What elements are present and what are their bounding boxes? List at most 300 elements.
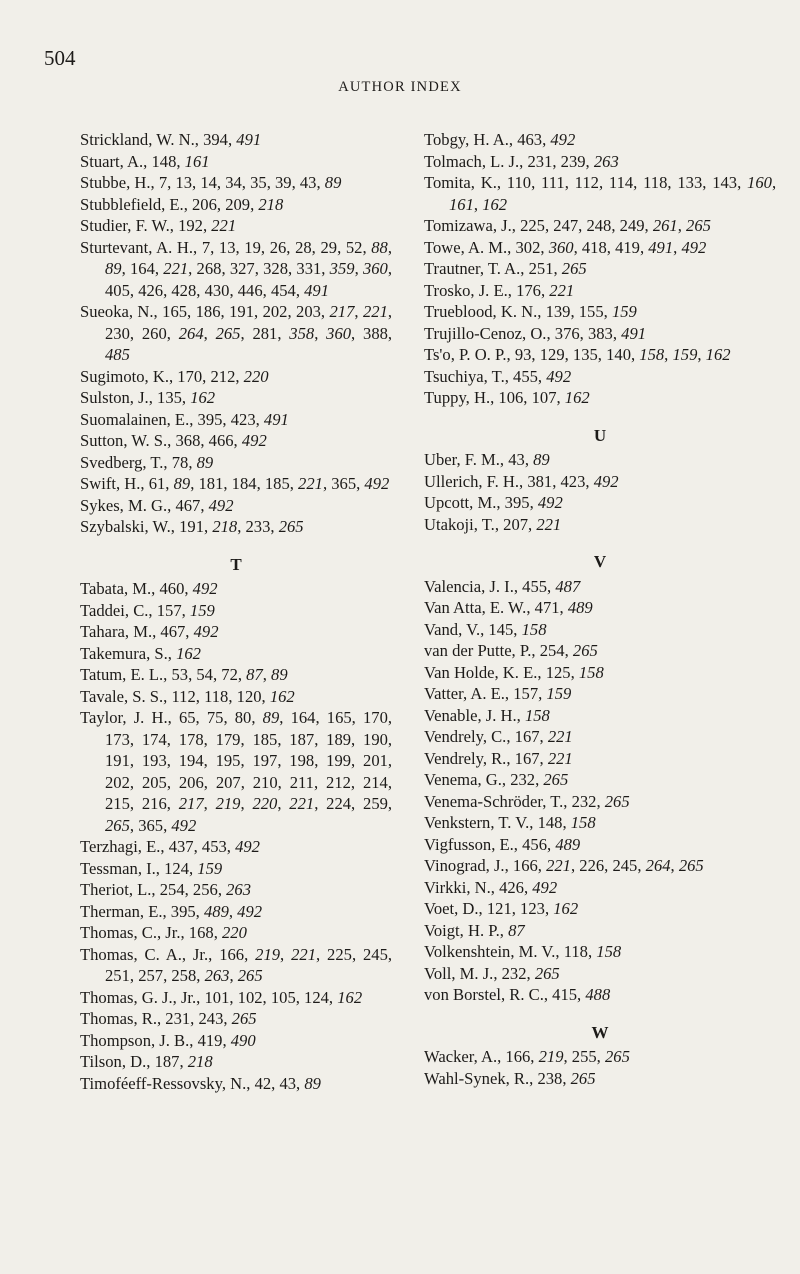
- author-name: Szybalski, W.,: [80, 517, 175, 536]
- page-ref: 157: [156, 600, 182, 620]
- index-entry: Tavale, S. S., 112, 118, 120, 162: [80, 686, 295, 706]
- index-entry: Thomas, C. A., Jr., 166, 219, 221, 225, 245, 251, 257, 258, 263, 265: [80, 944, 393, 985]
- page-ref: 176: [516, 280, 541, 300]
- page-ref: 52: [345, 237, 363, 257]
- page-ref: 89: [173, 474, 191, 493]
- index-entry: Venema-Schröder, T., 232, 265: [424, 791, 630, 811]
- page-ref: 174: [141, 729, 167, 749]
- page-ref: 215: [105, 794, 130, 813]
- index-entry: Vinograd, J., 166, 221, 226, 245, 264, 265: [424, 856, 704, 875]
- page-ref: 254: [159, 880, 185, 899]
- page-ref: 165: [326, 708, 352, 727]
- index-entry: Trautner, T. A., 251, 265: [424, 259, 587, 278]
- page-ref: 34: [225, 173, 242, 192]
- author-name: Thomas, G. J., Jr.,: [80, 987, 201, 1007]
- page-ref: 221: [547, 748, 573, 768]
- index-entry: Van Holde, K. E., 125, 158: [424, 662, 604, 682]
- index-entry: Upcott, M., 395, 492: [424, 493, 563, 512]
- index-entry: Svedberg, T., 78, 89: [80, 452, 214, 472]
- page-ref: 383: [587, 323, 613, 343]
- page-ref: 492: [681, 237, 707, 257]
- author-name: Vand, V.,: [424, 619, 485, 639]
- index-entry: Sulston, J., 135, 162: [80, 388, 216, 407]
- author-name: Thomas, C. A., Jr.,: [80, 944, 213, 964]
- page-ref: 13: [175, 173, 193, 192]
- author-name: Van Atta, E. W.,: [424, 598, 531, 617]
- page-ref: 395: [197, 409, 223, 429]
- page-ref: 121: [486, 899, 512, 918]
- page-ref: 216: [141, 794, 167, 813]
- page-ref: 202: [105, 772, 130, 792]
- page-ref: 419: [615, 237, 640, 257]
- author-name: Stubblefield, E.,: [80, 194, 188, 214]
- page-ref: 158: [521, 619, 547, 639]
- page-ref: 221: [163, 259, 189, 278]
- page-ref: 43: [299, 173, 317, 192]
- page-ref: 158: [639, 345, 665, 364]
- page-ref: 359: [329, 259, 355, 278]
- author-name: Voigt, H. P.,: [424, 920, 504, 940]
- page-ref: 107: [531, 388, 557, 407]
- page-ref: 221: [298, 474, 323, 493]
- page-ref: 233: [245, 517, 271, 536]
- page-ref: 162: [553, 899, 579, 918]
- page-ref: 221: [291, 944, 316, 964]
- author-name: Taylor, J. H.,: [80, 708, 172, 727]
- page-ref: 164: [129, 259, 155, 278]
- page-ref: 166: [505, 1047, 531, 1066]
- author-name: Studier, F. W.,: [80, 216, 174, 235]
- page-ref: 158: [570, 813, 596, 832]
- author-name: Sugimoto, K.,: [80, 366, 174, 386]
- page-ref: 489: [203, 901, 229, 921]
- page-ref: 206: [192, 194, 217, 214]
- author-name: Vendrely, C.,: [424, 727, 511, 746]
- page-ref: 259: [363, 794, 388, 813]
- page-ref: 158: [524, 705, 550, 725]
- page-ref: 129: [539, 345, 565, 364]
- page-ref: 178: [178, 729, 204, 749]
- page-ref: 230: [105, 323, 130, 343]
- index-entry: Tabata, M., 460, 492: [80, 579, 218, 598]
- page-ref: 446: [237, 280, 263, 300]
- page-ref: 492: [537, 493, 563, 512]
- page-ref: 260: [141, 323, 167, 343]
- index-entry: Thomas, C., Jr., 168, 220: [80, 923, 247, 942]
- page-ref: 161: [449, 194, 474, 214]
- author-name: Tatum, E. L.,: [80, 665, 168, 684]
- index-entry: Szybalski, W., 191, 218, 233, 265: [80, 517, 304, 536]
- page-ref: 218: [212, 517, 238, 536]
- page-ref: 221: [546, 856, 571, 875]
- page-ref: 365: [138, 815, 164, 835]
- author-name: Svedberg, T.,: [80, 452, 168, 472]
- index-entry: Volkenshtein, M. V., 118, 158: [424, 942, 622, 961]
- page-ref: 35: [250, 173, 267, 192]
- index-entry: Sturtevant, A. H., 7, 13, 19, 26, 28, 29, 52, 88, 89, 164, 221, 268, 327, 328, 331, 359, 360, 405, 426, 428, 430, 446, 454, 491: [80, 237, 392, 300]
- page-ref: 265: [604, 1047, 630, 1066]
- author-name: Tahara, M.,: [80, 622, 157, 641]
- index-entry: Theriot, L., 254, 256, 263: [80, 880, 251, 899]
- index-entry: Tolmach, L. J., 231, 239, 263: [424, 151, 619, 171]
- author-name: Trujillo-Cenoz, O.,: [424, 323, 551, 343]
- page-ref: 485: [105, 345, 130, 364]
- author-name: Tavale, S. S.,: [80, 686, 168, 706]
- page-ref: 245: [612, 856, 638, 875]
- page-ref: 265: [561, 259, 587, 278]
- page-ref: 191: [179, 517, 205, 536]
- author-name: Takemura, S.,: [80, 643, 172, 663]
- author-name: Therman, E.,: [80, 901, 167, 921]
- page-ref: 184: [231, 474, 257, 493]
- author-name: Sueoka, N.,: [80, 302, 158, 321]
- page-ref: 492: [546, 366, 572, 386]
- author-name: Thomas, C., Jr.,: [80, 923, 185, 942]
- author-name: Venema-Schröder, T.,: [424, 791, 568, 811]
- author-name: Tsuchiya, T.,: [424, 366, 509, 386]
- page-ref: 185: [252, 729, 278, 749]
- page-ref: 263: [226, 880, 251, 899]
- author-name: Thomas, R.,: [80, 1009, 162, 1028]
- author-name: Tomita, K.,: [424, 173, 501, 192]
- page-ref: 358: [289, 323, 315, 343]
- page-ref: 162: [705, 345, 731, 364]
- author-name: Voll, M. J.,: [424, 963, 498, 983]
- page-ref: 162: [564, 388, 590, 407]
- index-entry: Thompson, J. B., 419, 490: [80, 1030, 256, 1050]
- author-name: Venema, G.,: [424, 770, 507, 789]
- index-entry: Ts'o, P. O. P., 93, 129, 135, 140, 158, 159, 162: [424, 345, 731, 364]
- author-name: Venable, J. H.,: [424, 705, 521, 725]
- page-ref: 265: [686, 216, 711, 235]
- page-ref: 426: [499, 877, 524, 897]
- page-ref: 265: [105, 815, 130, 835]
- page-ref: 75: [206, 708, 224, 727]
- page-ref: 489: [555, 834, 581, 854]
- page-ref: 148: [151, 151, 177, 171]
- page-ref: 7: [201, 237, 211, 257]
- page-ref: 221: [289, 794, 315, 813]
- page-ref: 13: [218, 237, 236, 257]
- page-ref: 185: [264, 474, 290, 493]
- author-name: Tobgy, H. A.,: [424, 130, 514, 149]
- page-ref: 419: [197, 1030, 223, 1050]
- page-ref: 221: [362, 302, 388, 321]
- author-name: Venkstern, T. V.,: [424, 813, 534, 832]
- page-ref: 254: [539, 641, 565, 660]
- page-ref: 492: [235, 837, 260, 856]
- author-name: Suomalainen, E.,: [80, 409, 194, 429]
- index-entry: Taddei, C., 157, 159: [80, 600, 215, 620]
- author-name: von Borstel, R. C.,: [424, 985, 548, 1004]
- page-ref: 159: [611, 302, 637, 321]
- index-entry: Suomalainen, E., 395, 423, 491: [80, 409, 289, 429]
- author-name: Stubbe, H.,: [80, 173, 155, 192]
- page-ref: 455: [513, 366, 538, 386]
- page-ref: 133: [677, 173, 703, 192]
- index-entry: Timoféeff-Ressovsky, N., 42, 43, 89: [80, 1073, 321, 1093]
- page-ref: 426: [138, 280, 164, 300]
- page-ref: 155: [578, 302, 604, 321]
- author-name: Utakoji, T.,: [424, 514, 499, 534]
- page-ref: 328: [263, 259, 288, 278]
- page-ref: 158: [578, 662, 604, 682]
- page-ref: 101: [204, 987, 230, 1007]
- page-ref: 139: [545, 302, 571, 321]
- page-ref: 220: [243, 366, 269, 386]
- page-ref: 159: [189, 600, 215, 620]
- page-ref: 167: [514, 748, 540, 768]
- page-ref: 189: [326, 729, 352, 749]
- page-ref: 166: [512, 856, 538, 875]
- page-ref: 225: [520, 216, 545, 235]
- author-name: Vinograd, J.,: [424, 856, 509, 875]
- page-ref: 65: [178, 708, 196, 727]
- page-ref: 199: [326, 751, 352, 770]
- page-ref: 221: [536, 514, 562, 534]
- page-ref: 173: [105, 729, 130, 749]
- index-entry: Sutton, W. S., 368, 466, 492: [80, 431, 267, 450]
- page-ref: 218: [258, 194, 284, 214]
- page-ref: 249: [619, 216, 645, 235]
- page-ref: 453: [201, 837, 227, 856]
- index-entry: Towe, A. M., 302, 360, 418, 419, 491, 492: [424, 237, 707, 257]
- page-ref: 492: [171, 815, 197, 835]
- page-ref: 170: [177, 366, 203, 386]
- page-ref: 264: [178, 323, 204, 343]
- author-name: Tabata, M.,: [80, 579, 156, 598]
- page-ref: 232: [571, 791, 597, 811]
- page-ref: 247: [553, 216, 579, 235]
- index-entry: Trosko, J. E., 176, 221: [424, 280, 575, 300]
- page-ref: 159: [197, 858, 223, 878]
- page-ref: 159: [546, 684, 572, 703]
- page-ref: 489: [567, 598, 593, 617]
- page-ref: 395: [170, 901, 196, 921]
- author-name: Sykes, M. G.,: [80, 495, 172, 515]
- page-ref: 187: [154, 1052, 180, 1071]
- author-name: Towe, A. M.,: [424, 237, 512, 257]
- index-entry: [424, 920, 776, 942]
- author-name: Thompson, J. B.,: [80, 1030, 194, 1050]
- page-ref: 143: [712, 173, 738, 192]
- author-name: Stuart, A.,: [80, 151, 148, 171]
- author-name: Ullerich, F. H.,: [424, 471, 524, 491]
- index-entry: Therman, E., 395, 489, 492: [80, 901, 263, 921]
- page-ref: 123: [520, 899, 545, 918]
- section-letter: U: [593, 425, 607, 445]
- section-letter: V: [593, 552, 607, 571]
- page-ref: 221: [549, 280, 575, 300]
- page-ref: 430: [204, 280, 230, 300]
- page-ref: 368: [175, 431, 201, 450]
- page-ref: 220: [252, 794, 278, 813]
- page-ref: 54: [196, 665, 213, 684]
- page-ref: 265: [231, 1009, 257, 1028]
- page-ref: 302: [515, 237, 541, 257]
- page-ref: 124: [304, 987, 329, 1007]
- page-ref: 214: [362, 772, 388, 792]
- page-ref: 193: [141, 751, 167, 770]
- page-ref: 125: [545, 662, 571, 682]
- page-ref: 124: [164, 858, 189, 878]
- page-ref: 197: [252, 751, 278, 770]
- author-name: Van Holde, K. E.,: [424, 662, 542, 682]
- author-name: Taddei, C.,: [80, 600, 153, 620]
- page-ref: 190: [363, 729, 388, 749]
- page-ref: 491: [304, 280, 330, 300]
- page-ref: 423: [560, 471, 586, 491]
- page-ref: 218: [187, 1052, 213, 1071]
- page-ref: 148: [537, 813, 563, 832]
- author-name: Uber, F. M.,: [424, 450, 505, 469]
- page-ref: 162: [269, 686, 295, 706]
- page-ref: 437: [168, 837, 194, 856]
- author-name: Tilson, D.,: [80, 1052, 151, 1071]
- page-ref: 19: [244, 237, 261, 257]
- author-name: Trueblood, K. N.,: [424, 302, 542, 321]
- page-ref: 158: [596, 942, 622, 961]
- page-ref: 167: [514, 727, 540, 746]
- author-name: van der Putte, P.,: [424, 641, 536, 660]
- page-ref: 221: [211, 216, 237, 235]
- author-name: Timoféeff-Ressovsky, N.,: [80, 1073, 251, 1093]
- page-ref: 219: [538, 1047, 564, 1066]
- page-ref: 209: [225, 194, 251, 214]
- page-ref: 248: [586, 216, 612, 235]
- page-ref: 265: [604, 791, 630, 811]
- page-ref: 110: [506, 173, 532, 192]
- page-ref: 394: [203, 130, 228, 149]
- index-entry: Voet, D., 121, 123, 162: [424, 899, 579, 918]
- page-ref: 207: [215, 772, 241, 792]
- index-entry: Terzhagi, E., 437, 453, 492: [80, 837, 260, 856]
- page-ref: 78: [171, 452, 189, 472]
- page-ref: 217: [329, 302, 355, 321]
- index-entry: Voll, M. J., 232, 265: [424, 963, 560, 983]
- page-ref: 211: [289, 772, 314, 792]
- page-ref: 388: [363, 323, 388, 343]
- page-ref: 210: [252, 772, 278, 792]
- page-ref: 225: [327, 944, 352, 964]
- page-ref: 217: [178, 794, 204, 813]
- index-entry: Trueblood, K. N., 139, 155, 159: [424, 302, 637, 321]
- index-entry: Van Atta, E. W., 471, 489: [424, 598, 593, 617]
- index-entry: Virkki, N., 426, 492: [424, 877, 558, 897]
- page-ref: 231: [165, 1009, 191, 1028]
- author-name: Volkenshtein, M. V.,: [424, 942, 560, 961]
- page-ref: 72: [221, 665, 238, 684]
- page-ref: 112: [171, 686, 196, 706]
- index-entry: Stubbe, H., 7, 13, 14, 34, 35, 39, 43, 89: [80, 173, 342, 192]
- index-entry: Vatter, A. E., 157, 159: [424, 684, 572, 703]
- index-entry: Wacker, A., 166, 219, 255, 265: [424, 1047, 630, 1066]
- author-name: Terzhagi, E.,: [80, 837, 165, 856]
- page-ref: 203: [296, 302, 321, 321]
- index-entry: Tilson, D., 187, 218: [80, 1052, 213, 1071]
- page-ref: 492: [241, 431, 267, 450]
- index-entry: Tsuchiya, T., 455, 492: [424, 366, 572, 386]
- page-ref: 80: [234, 708, 252, 727]
- index-entry: Utakoji, T., 207, 221: [424, 514, 562, 534]
- page-ref: 61: [148, 474, 166, 493]
- page-ref: 120: [236, 686, 262, 706]
- index-entry: Vendrely, C., 167, 221: [424, 727, 573, 746]
- author-name: Trosko, J. E.,: [424, 280, 512, 300]
- page-ref: 87: [508, 920, 525, 940]
- page-ref: 198: [289, 751, 315, 770]
- page-ref: 360: [362, 259, 388, 278]
- index-entry: Valencia, J. I., 455, 487: [424, 576, 581, 596]
- author-name: Sturtevant, A. H.,: [80, 237, 198, 257]
- page-ref: 487: [555, 576, 581, 596]
- index-entry: Swift, H., 61, 89, 181, 184, 185, 221, 365, 492: [80, 474, 390, 493]
- page-ref: 111: [541, 173, 565, 192]
- page-ref: 164: [290, 708, 316, 727]
- index-entry: Tobgy, H. A., 463, 492: [424, 130, 576, 149]
- page-ref: 14: [200, 173, 217, 192]
- page-ref: 456: [522, 834, 548, 854]
- page-ref: 219: [215, 794, 241, 813]
- page-ref: 265: [534, 963, 560, 983]
- page-ref: 263: [593, 151, 619, 171]
- page-ref: 239: [560, 151, 586, 171]
- page-ref: 192: [178, 216, 203, 235]
- page-ref: 263: [204, 966, 230, 985]
- page-ref: 232: [510, 770, 536, 789]
- page-ref: 162: [337, 987, 363, 1007]
- page-ref: 265: [278, 517, 304, 536]
- page-ref: 159: [672, 345, 698, 364]
- author-name: Sulston, J.,: [80, 388, 153, 407]
- page-ref: 224: [326, 794, 352, 813]
- page-ref: 118: [643, 173, 668, 192]
- page-ref: 360: [326, 323, 352, 343]
- page-ref: 53: [171, 665, 189, 684]
- page-ref: 491: [621, 323, 647, 343]
- author-name: Tomizawa, J.,: [424, 216, 516, 235]
- index-entry: Thomas, R., 231, 243, 265: [80, 1009, 257, 1028]
- page-ref: 181: [198, 474, 224, 493]
- page-ref: 492: [532, 877, 558, 897]
- page-ref: 376: [554, 323, 580, 343]
- index-entry: Trujillo-Cenoz, O., 376, 383, 491: [424, 323, 647, 343]
- index-entry: Stubblefield, E., 206, 209, 218: [80, 194, 284, 214]
- page-ref: 428: [171, 280, 197, 300]
- page-ref: 186: [195, 302, 221, 321]
- page-ref: 89: [196, 452, 214, 472]
- page-ref: 212: [326, 772, 351, 792]
- page-ref: 205: [141, 772, 167, 792]
- page-ref: 102: [237, 987, 263, 1007]
- page-ref: 265: [543, 770, 569, 789]
- page-ref: 191: [229, 302, 254, 321]
- page-ref: 257: [138, 966, 164, 985]
- author-name: Sutton, W. S.,: [80, 431, 172, 450]
- page-ref: 28: [295, 237, 312, 257]
- index-entry: Tahara, M., 467, 492: [80, 622, 219, 641]
- index-entry: Taylor, J. H., 65, 75, 80, 89, 164, 165, 170, 173, 174, 178, 179, 185, 187, 189, 190, 191, 193, 194, 195, 197, 198, 199, 201, 202, 205, 206, 207, 210, 211, 212, 214, 215, 216, 217, 219, 220, 221, 224, 259, 265, 365, 492: [80, 708, 393, 835]
- page-ref: 166: [219, 944, 245, 964]
- index-column-left: [80, 129, 392, 1094]
- page-ref: 251: [105, 966, 130, 985]
- index-entry: Vendrely, R., 167, 221: [424, 748, 573, 768]
- page-ref: 256: [192, 880, 218, 899]
- page-ref: 43: [279, 1073, 297, 1093]
- index-entry: Tessman, I., 124, 159: [80, 858, 223, 878]
- page-ref: 251: [528, 259, 554, 278]
- page-ref: 265: [570, 1068, 596, 1088]
